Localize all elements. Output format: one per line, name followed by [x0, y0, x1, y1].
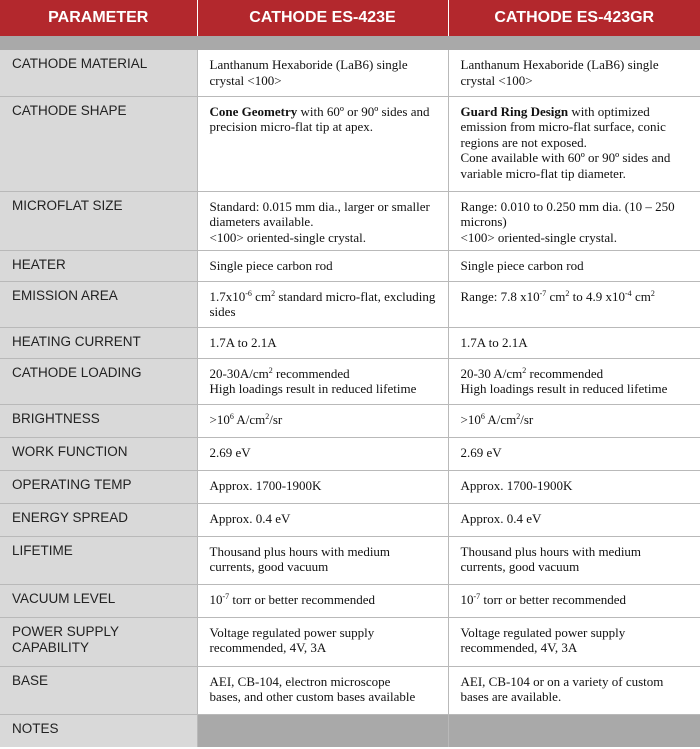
value-es423gr: Approx. 1700-1900K	[448, 470, 700, 503]
value-es423e	[197, 714, 448, 747]
value-es423e: $1.7x10^{-6}$ $cm^2$ standard micro-flat, excluding sides	[197, 281, 448, 327]
header-spacer-row	[0, 36, 700, 50]
table-row	[0, 666, 700, 714]
table-row	[0, 470, 700, 503]
header-cathode-es423e: CATHODE ES-423E	[197, 0, 448, 36]
value-es423gr: Range: 7.8 $x10^{-7}$ $cm^2$ to 4.9 $x10^{-4}$ $cm^2$	[448, 281, 700, 327]
header-parameter: PARAMETER	[0, 0, 197, 36]
value-es423gr: Voltage regulated power supply recommended, 4V, 3A	[448, 617, 700, 666]
value-es423e: 1.7A to 2.1A	[197, 327, 448, 358]
value-es423e: $>10^6$ $A/cm^2/sr$	[197, 404, 448, 437]
param-label: CATHODE SHAPE	[0, 96, 197, 191]
value-es423gr: Range: 0.010 to 0.250 mm dia. (10 – 250 microns) <100> oriented-single crystal.	[448, 191, 700, 250]
value-es423e: Lanthanum Hexaboride (LaB6) single crystal <100>	[197, 50, 448, 96]
param-label: MICROFLAT SIZE	[0, 191, 197, 250]
value-es423e: Thousand plus hours with medium currents, good vacuum	[197, 536, 448, 584]
value-es423e: $20-30A/cm^2$ recommended High loadings result in reduced lifetime	[197, 358, 448, 404]
table-row	[0, 503, 700, 536]
table-row	[0, 584, 700, 617]
value-es423e: Single piece carbon rod	[197, 250, 448, 281]
table-row	[0, 404, 700, 437]
table-row	[0, 617, 700, 666]
value-es423e: $10^{-7}$ torr or better recommended	[197, 584, 448, 617]
value-es423e: Cone Geometry with 60º or 90º sides and precision micro-flat tip at apex.	[197, 96, 448, 191]
value-es423gr: 1.7A to 2.1A	[448, 327, 700, 358]
value-es423gr: 2.69 eV	[448, 437, 700, 470]
param-label: LIFETIME	[0, 536, 197, 584]
value-es423gr: Thousand plus hours with medium currents, good vacuum	[448, 536, 700, 584]
table-row	[0, 50, 700, 96]
param-label: BRIGHTNESS	[0, 404, 197, 437]
value-es423gr	[448, 714, 700, 747]
param-label: POWER SUPPLY CAPABILITY	[0, 617, 197, 666]
header-row	[0, 0, 700, 36]
param-label: BASE	[0, 666, 197, 714]
value-es423e: Approx. 1700-1900K	[197, 470, 448, 503]
value-es423gr: Approx. 0.4 eV	[448, 503, 700, 536]
param-label: OPERATING TEMP	[0, 470, 197, 503]
value-es423e: Approx. 0.4 eV	[197, 503, 448, 536]
table-row	[0, 714, 700, 747]
table-row	[0, 327, 700, 358]
value-es423gr: 20-30 $A/cm^2$ recommended High loadings result in reduced lifetime	[448, 358, 700, 404]
value-es423e: 2.69 eV	[197, 437, 448, 470]
value-es423e: Standard: 0.015 mm dia., larger or smaller diameters available. <100> oriented-single crystal.	[197, 191, 448, 250]
param-label: VACUUM LEVEL	[0, 584, 197, 617]
param-label: HEATER	[0, 250, 197, 281]
table-row	[0, 358, 700, 404]
value-es423gr: Lanthanum Hexaboride (LaB6) single crystal <100>	[448, 50, 700, 96]
param-label: CATHODE MATERIAL	[0, 50, 197, 96]
value-es423e: Voltage regulated power supply recommended, 4V, 3A	[197, 617, 448, 666]
param-label: CATHODE LOADING	[0, 358, 197, 404]
table-row	[0, 96, 700, 191]
value-es423gr: $>10^6$ $A/cm^2/sr$	[448, 404, 700, 437]
value-es423gr: AEI, CB-104 or on a variety of custom bases are available.	[448, 666, 700, 714]
table-row	[0, 250, 700, 281]
param-label: WORK FUNCTION	[0, 437, 197, 470]
header-cathode-es423gr: CATHODE ES-423GR	[448, 0, 700, 36]
param-label: NOTES	[0, 714, 197, 747]
param-label: HEATING CURRENT	[0, 327, 197, 358]
value-es423gr: Single piece carbon rod	[448, 250, 700, 281]
table-row	[0, 536, 700, 584]
table-row	[0, 437, 700, 470]
param-label: ENERGY SPREAD	[0, 503, 197, 536]
table-row	[0, 191, 700, 250]
value-es423gr: $10^{-7}$ torr or better recommended	[448, 584, 700, 617]
value-es423gr: Guard Ring Design with optimized emission from micro-flat surface, conic regions are not exposed. Cone available with 60º or 90º sides and variable micro-flat tip diameter.	[448, 96, 700, 191]
value-es423e: AEI, CB-104, electron microscope bases, and other custom bases available	[197, 666, 448, 714]
param-label: EMISSION AREA	[0, 281, 197, 327]
table-row	[0, 281, 700, 327]
